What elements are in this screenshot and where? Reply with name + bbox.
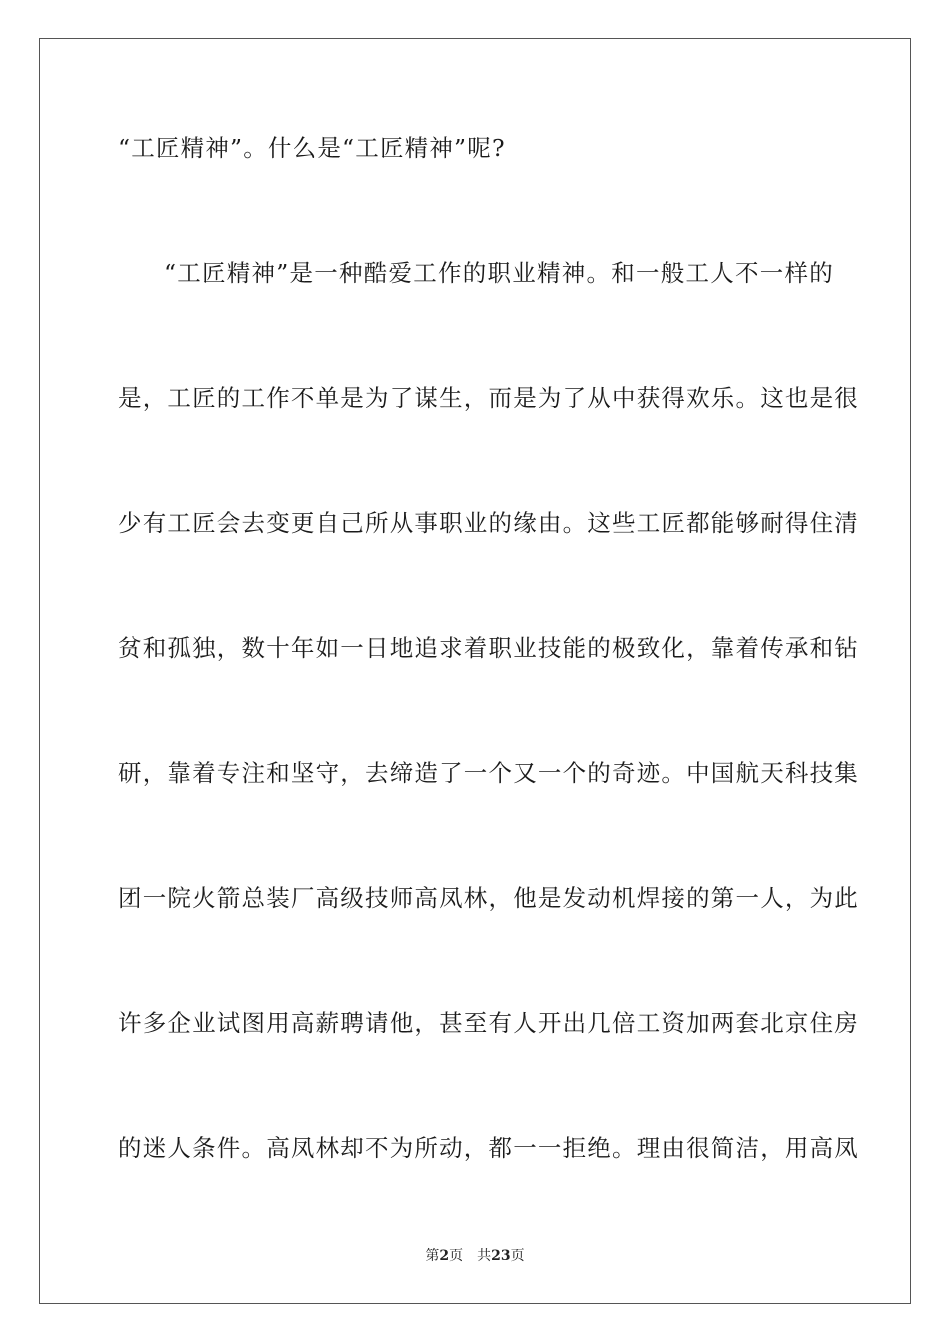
- page-footer: [0, 1246, 950, 1266]
- page-border: [39, 38, 911, 1304]
- text-line-4: 少有工匠会去变更自己所从事职业的缘由。这些工匠都能够耐得住清: [118, 509, 859, 537]
- text-line-9: 的迷人条件。高凤林却不为所动，都一一拒绝。理由很简洁，用高凤: [118, 1134, 859, 1162]
- total-prefix: 共: [477, 1248, 492, 1264]
- text-line-3: 是，工匠的工作不单是为了谋生，而是为了从中获得欢乐。这也是很: [118, 384, 859, 412]
- text-line-6: 研，靠着专注和坚守，去缔造了一个又一个的奇迹。中国航天科技集: [118, 759, 859, 787]
- text-line-1: “工匠精神”。什么是“工匠精神”呢?: [118, 134, 506, 162]
- page-prefix: 第: [425, 1248, 440, 1264]
- text-line-5: 贫和孤独，数十年如一日地追求着职业技能的极致化，靠着传承和钻: [118, 634, 859, 662]
- total-pages-number: 23: [491, 1248, 511, 1264]
- text-line-2: “工匠精神”是一种酷爱工作的职业精神。和一般工人不一样的: [164, 259, 834, 287]
- total-suffix: 页: [510, 1248, 525, 1264]
- current-page-number: 2: [439, 1248, 450, 1264]
- text-line-7: 团一院火箭总装厂高级技师高凤林，他是发动机焊接的第一人，为此: [118, 884, 859, 912]
- text-line-8: 许多企业试图用高薪聘请他，甚至有人开出几倍工资加两套北京住房: [118, 1009, 859, 1037]
- page-suffix: 页: [449, 1248, 464, 1264]
